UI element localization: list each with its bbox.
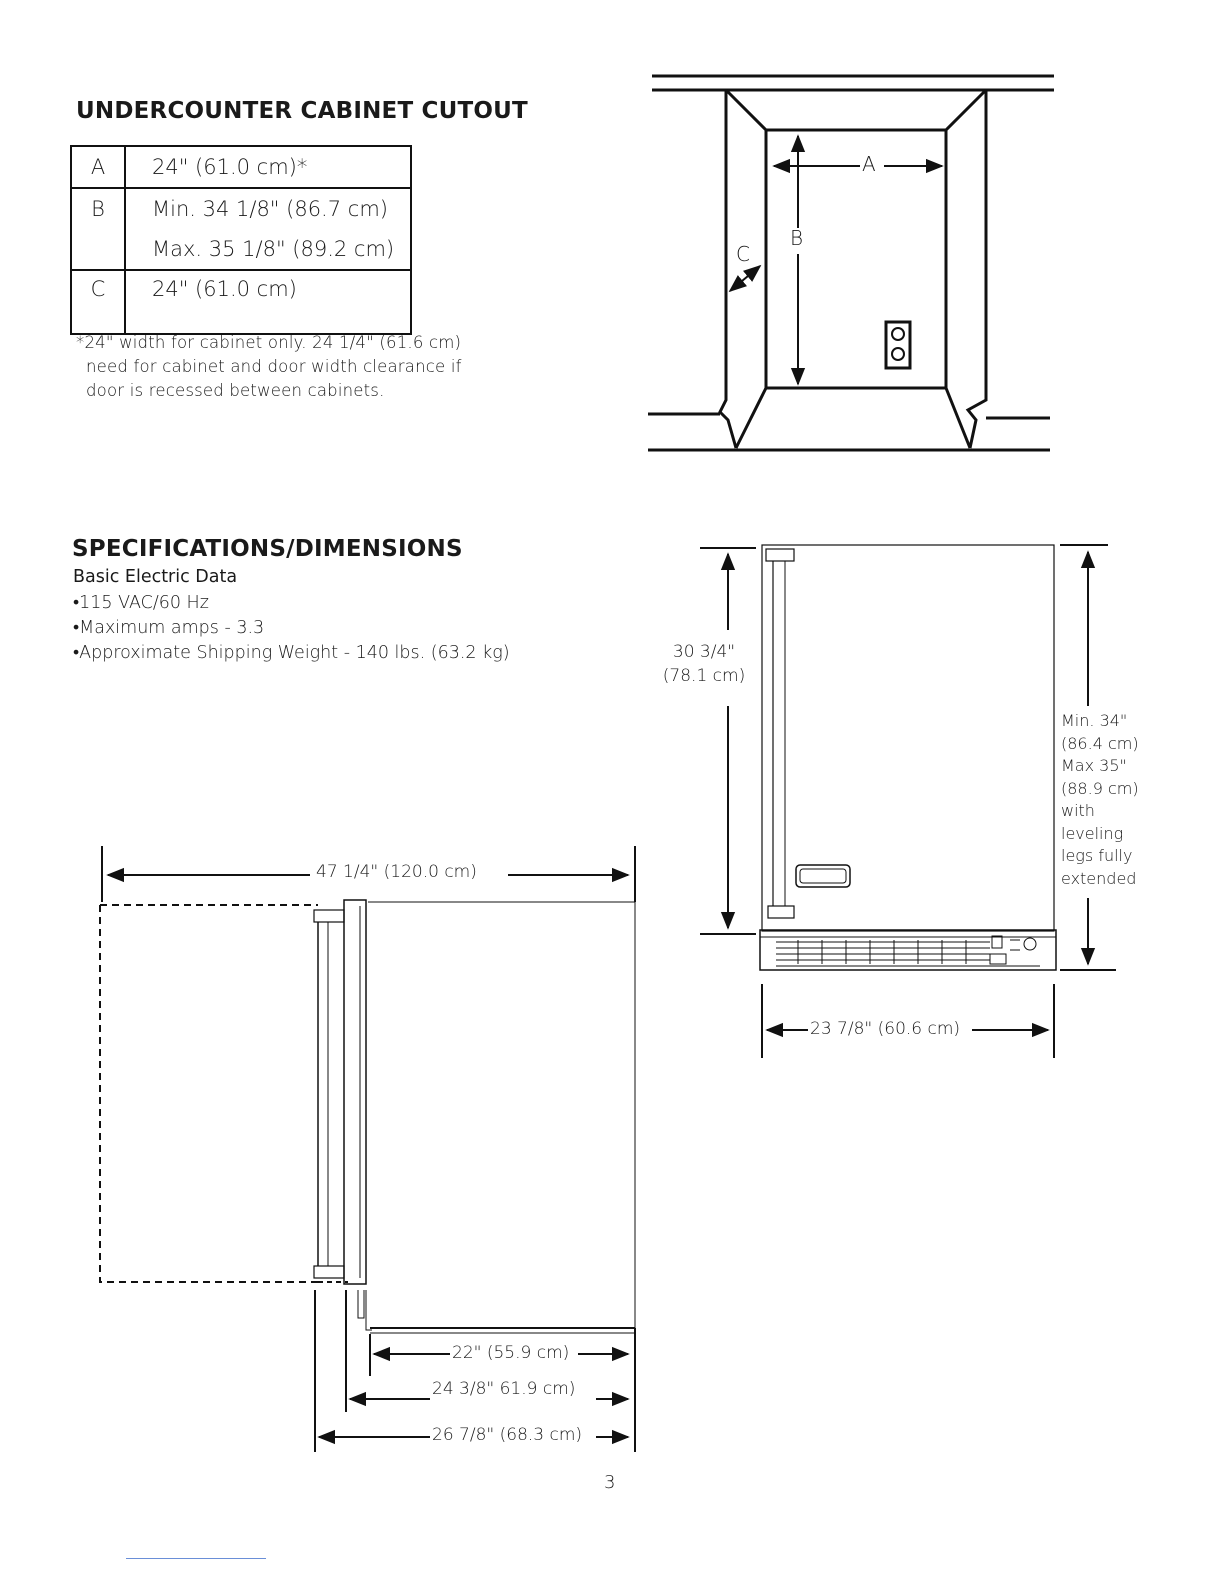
overall-height-line: legs fully [1061, 846, 1133, 865]
overall-height-line: extended [1061, 868, 1137, 888]
row-key-c: C [71, 270, 125, 307]
door-height-label [658, 640, 750, 688]
overall-height-label [1061, 710, 1139, 890]
overall-height-line: Max 35" [1061, 756, 1127, 775]
table-row [71, 146, 411, 188]
list-item: •115 VAC/60 Hz [73, 593, 209, 613]
page-number: 3 [604, 1472, 616, 1493]
width-label: 23 7/8" (60.6 cm) [810, 1019, 961, 1039]
footer-rule [126, 1558, 266, 1559]
table-row [71, 270, 411, 307]
cabinet-depth-label: 22" (55.9 cm) [452, 1343, 570, 1363]
overall-height-line: with [1061, 801, 1095, 820]
cutout-table [70, 145, 412, 335]
door-height-line: (78.1 cm) [662, 666, 746, 686]
row-key-b: B [71, 188, 125, 229]
specs-list [73, 591, 510, 666]
footnote-line: door is recessed between cabinets. [86, 381, 385, 400]
overall-height-line: leveling [1061, 823, 1124, 843]
table-row [71, 188, 411, 229]
dimension-label-a: A [862, 152, 876, 176]
row-key-a: A [71, 146, 125, 188]
list-item: •Approximate Shipping Weight - 140 lbs. (63.2 kg) [73, 643, 510, 663]
row-value-b-max: Max. 35 1/8" (89.2 cm) [125, 229, 411, 270]
overall-height-line: (88.9 cm) [1061, 778, 1139, 798]
total-depth-label: 47 1/4" (120.0 cm) [316, 862, 477, 882]
dimension-label-c: C [736, 242, 750, 266]
specs-subtitle: Basic Electric Data [73, 567, 238, 587]
footnote [76, 331, 462, 403]
overall-height-line: (86.4 cm) [1061, 733, 1139, 753]
specs-title: SPECIFICATIONS/DIMENSIONS [72, 536, 463, 562]
dimension-label-b: B [790, 226, 804, 250]
list-item: •Maximum amps - 3.3 [73, 618, 265, 638]
row-value-a: 24" (61.0 cm)* [125, 146, 411, 188]
footnote-line: *24" width for cabinet only. 24 1/4" (61.6 cm) [76, 333, 462, 352]
cutout-title: UNDERCOUNTER CABINET CUTOUT [76, 98, 528, 124]
handle-depth-label: 26 7/8" (68.3 cm) [432, 1425, 583, 1445]
overall-height-line: Min. 34" [1061, 711, 1128, 730]
table-row [71, 229, 411, 270]
footnote-line: need for cabinet and door width clearance if [86, 357, 462, 376]
door-height-line: 30 3/4" [672, 642, 736, 662]
door-depth-label: 24 3/8" 61.9 cm) [432, 1379, 576, 1399]
row-value-c: 24" (61.0 cm) [152, 277, 297, 301]
row-value-b-min: Min. 34 1/8" (86.7 cm) [152, 197, 388, 221]
